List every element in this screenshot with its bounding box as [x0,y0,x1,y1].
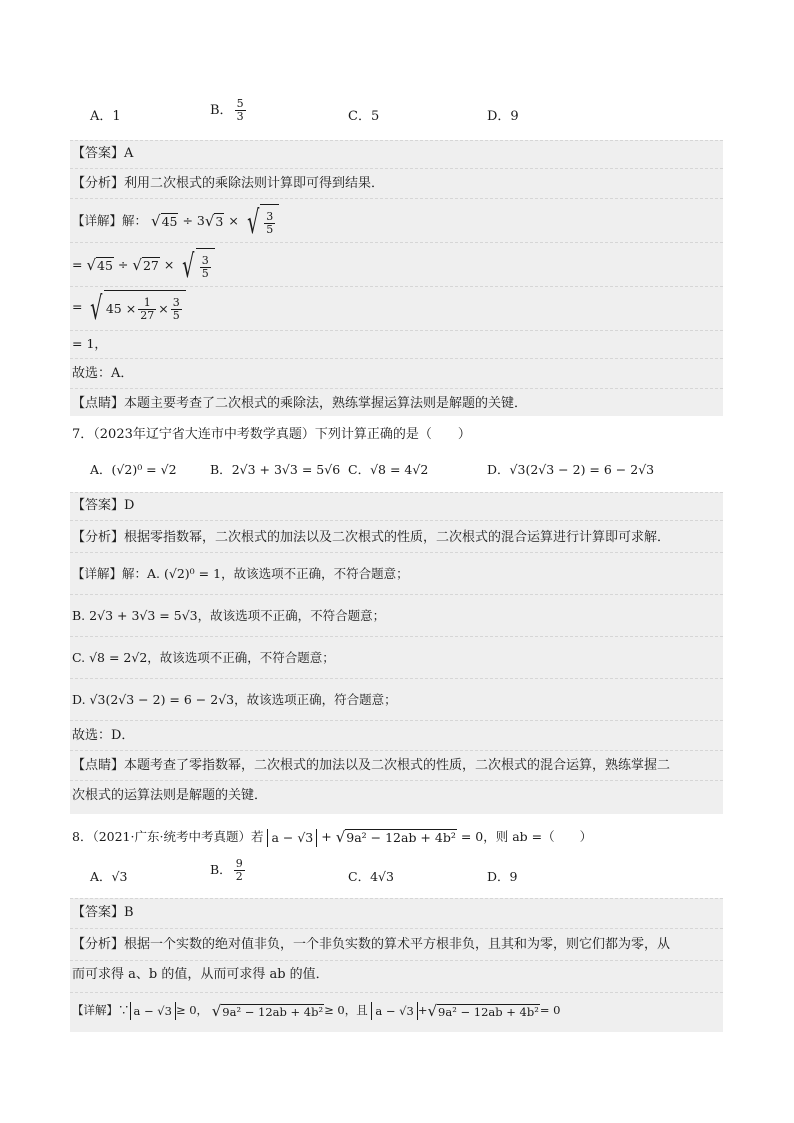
q7-answer: 【答案】D [72,498,135,513]
q7-detail-d: D. √3(2√3 − 2) = 6 − 2√3，故该选项正确，符合题意； [72,692,397,707]
q6-option-b: B． $\frac{5}{3}$ [210,97,244,123]
q6-choice: 故选：A． [72,366,134,381]
q8-option-a: A．√3 [90,869,128,884]
q7-stem: 7．（2023年辽宁省大连市中考数学真题）下列计算正确的是（ ） [72,427,471,442]
q6-detail-step3: = √ 45 × $\frac{1}{27}$ × $\frac{3}{5}$ [72,290,186,325]
q7-detail-b: B. 2√3 + 3√3 = 5√3，故该选项不正确，不符合题意； [72,608,386,623]
q7-option-c: C．√8 = 4√2 [348,462,429,477]
q8-option-b: B． $\frac{9}{2}$ [210,857,243,883]
q7-detail-c: C. √8 = 2√2，故该选项不正确，不符合题意； [72,650,335,665]
q7-comment-line2: 次根式的运算法则是解题的关键． [72,788,268,803]
q6-detail-step2: = √45 ÷ √27 × √ $\frac{3}{5}$ [72,248,215,283]
q6-comment: 【点睛】本题主要考查了二次根式的乘除法，熟练掌握运算法则是解题的关键． [72,396,528,411]
q8-analysis-line1: 【分析】根据一个实数的绝对值非负，一个非负实数的算术平方根非负，且其和为零，则它们都为零，从 [72,937,671,952]
q7-option-b: B．2√3 + 3√3 = 5√6 [210,462,341,477]
q7-comment-line1: 【点睛】本题考查了零指数幂，二次根式的加法以及二次根式的性质，二次根式的混合运算，熟练掌握二 [72,758,671,773]
q7-choice: 故选：D． [72,728,135,743]
q7-option-a: A．(√2)⁰ = √2 [90,462,177,477]
q8-stem: 8．（2021·广东·统考中考真题）若 a − √3 + √9a² − 12ab + 4b² = 0，则 ab =（ ） [72,828,593,846]
q6-option-a: A．1 [90,109,121,124]
q7-detail-a: 【详解】解：A. (√2)⁰ = 1，故该选项不正确，不符合题意； [72,566,409,581]
q7-option-d: D．√3(2√3 − 2) = 6 − 2√3 [487,462,655,477]
q8-answer: 【答案】B [72,905,134,920]
q6-detail-step1: 【详解】解： √45 ÷ 3√3 × √ $\frac{3}{5}$ [72,204,279,239]
q8-detail: 【详解】∵ a − √3 ≥ 0， √9a² − 12ab + 4b²≥ 0，且 a − √3 +√9a² − 12ab + 4b²= 0 [72,1001,561,1020]
q6-detail-step4: = 1， [72,336,107,351]
q8-analysis-line2: 而可求得 a、b 的值，从而可求得 ab 的值． [72,967,329,982]
q6-option-c: C．5 [348,109,380,124]
q6-analysis: 【分析】利用二次根式的乘除法则计算即可得到结果． [72,176,385,191]
q8-option-c: C．4√3 [348,869,394,884]
q8-option-d: D．9 [487,869,518,884]
q6-option-d: D．9 [487,109,519,124]
q6-answer: 【答案】A [72,146,134,161]
q7-analysis: 【分析】根据零指数幂，二次根式的加法以及二次根式的性质，二次根式的混合运算进行计算即可求解． [72,530,671,545]
